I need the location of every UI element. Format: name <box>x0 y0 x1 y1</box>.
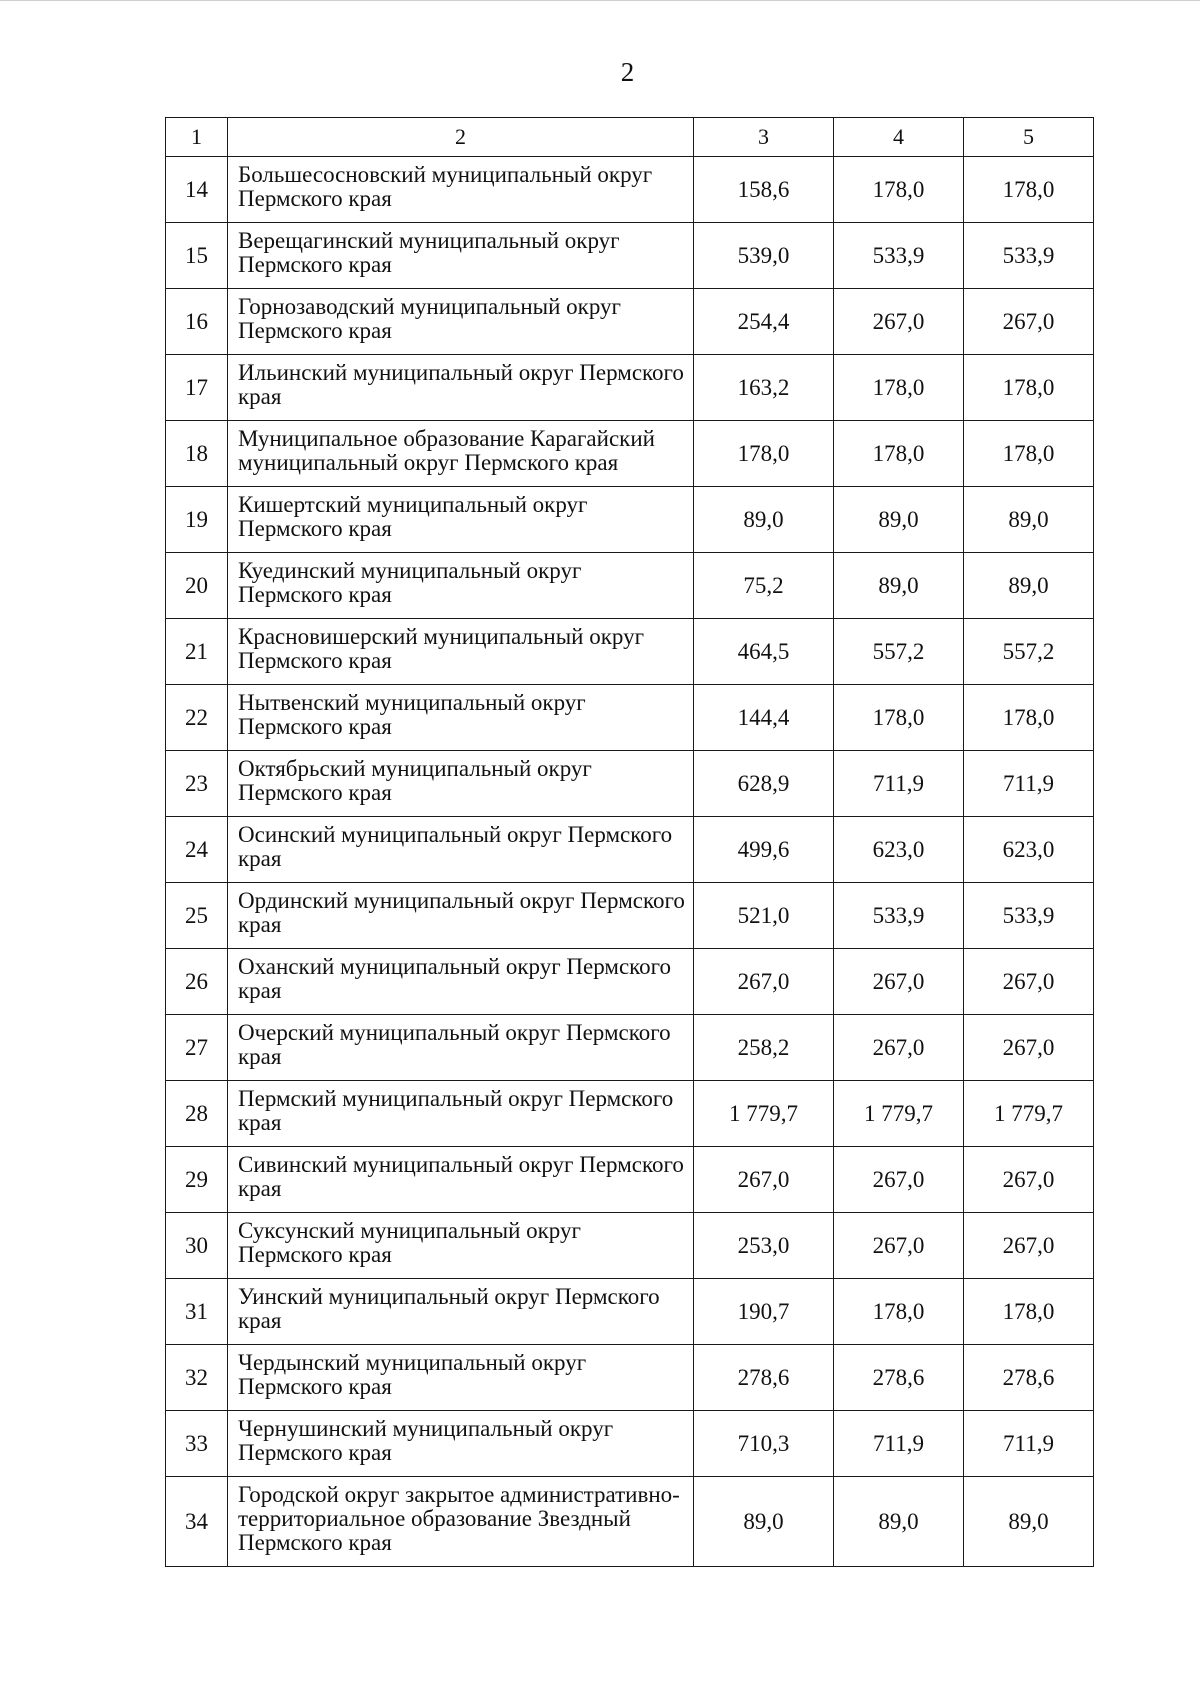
column-3-value-cell: 144,4 <box>694 685 834 751</box>
row-number-cell: 34 <box>166 1477 228 1567</box>
table-row <box>166 883 1094 949</box>
row-number-cell: 19 <box>166 487 228 553</box>
column-4-value-cell: 557,2 <box>834 619 964 685</box>
column-5-value-cell: 1 779,7 <box>964 1081 1094 1147</box>
table-row <box>166 1345 1094 1411</box>
column-4-value-cell: 267,0 <box>834 1015 964 1081</box>
scan-top-edge <box>0 0 1200 1</box>
row-number-cell: 18 <box>166 421 228 487</box>
table-row <box>166 751 1094 817</box>
column-3-value-cell: 267,0 <box>694 1147 834 1213</box>
column-3-value-cell: 278,6 <box>694 1345 834 1411</box>
row-number-cell: 17 <box>166 355 228 421</box>
header-cell-2: 2 <box>228 118 694 157</box>
column-3-value-cell: 499,6 <box>694 817 834 883</box>
column-5-value-cell: 267,0 <box>964 1147 1094 1213</box>
column-4-value-cell: 267,0 <box>834 289 964 355</box>
table-header-row <box>166 118 1094 157</box>
column-5-value-cell: 178,0 <box>964 685 1094 751</box>
column-3-value-cell: 258,2 <box>694 1015 834 1081</box>
column-5-value-cell: 267,0 <box>964 1213 1094 1279</box>
row-number-cell: 30 <box>166 1213 228 1279</box>
table-body <box>166 118 1094 1567</box>
municipality-name-cell: Сивинский муниципальный округ Пермского края <box>228 1147 694 1213</box>
table-row <box>166 487 1094 553</box>
table-row <box>166 1477 1094 1567</box>
column-3-value-cell: 464,5 <box>694 619 834 685</box>
column-5-value-cell: 267,0 <box>964 289 1094 355</box>
column-3-value-cell: 253,0 <box>694 1213 834 1279</box>
column-3-value-cell: 628,9 <box>694 751 834 817</box>
row-number-cell: 29 <box>166 1147 228 1213</box>
row-number-cell: 31 <box>166 1279 228 1345</box>
municipality-name-cell: Чернушинский муниципальный округ Пермского края <box>228 1411 694 1477</box>
municipality-name-cell: Городской округ закрытое административно-территориальное образование Звездный Пермского края <box>228 1477 694 1567</box>
municipality-name-cell: Оханский муниципальный округ Пермского края <box>228 949 694 1015</box>
municipality-name-cell: Суксунский муниципальный округ Пермского края <box>228 1213 694 1279</box>
row-number-cell: 33 <box>166 1411 228 1477</box>
column-3-value-cell: 89,0 <box>694 1477 834 1567</box>
column-3-value-cell: 158,6 <box>694 157 834 223</box>
municipality-name-cell: Осинский муниципальный округ Пермского края <box>228 817 694 883</box>
row-number-cell: 28 <box>166 1081 228 1147</box>
row-number-cell: 24 <box>166 817 228 883</box>
table-row <box>166 553 1094 619</box>
table-row <box>166 289 1094 355</box>
column-4-value-cell: 1 779,7 <box>834 1081 964 1147</box>
table-row <box>166 421 1094 487</box>
column-4-value-cell: 533,9 <box>834 883 964 949</box>
municipality-name-cell: Нытвенский муниципальный округ Пермского края <box>228 685 694 751</box>
header-cell-3: 3 <box>694 118 834 157</box>
municipality-name-cell: Муниципальное образование Карагайский муниципальный округ Пермского края <box>228 421 694 487</box>
municipality-name-cell: Ординский муниципальный округ Пермского края <box>228 883 694 949</box>
municipality-name-cell: Красновишерский муниципальный округ Пермского края <box>228 619 694 685</box>
column-5-value-cell: 278,6 <box>964 1345 1094 1411</box>
column-4-value-cell: 178,0 <box>834 157 964 223</box>
column-3-value-cell: 267,0 <box>694 949 834 1015</box>
row-number-cell: 14 <box>166 157 228 223</box>
table-row <box>166 619 1094 685</box>
table-row <box>166 1015 1094 1081</box>
column-5-value-cell: 178,0 <box>964 157 1094 223</box>
column-5-value-cell: 89,0 <box>964 553 1094 619</box>
row-number-cell: 21 <box>166 619 228 685</box>
table-row <box>166 949 1094 1015</box>
row-number-cell: 16 <box>166 289 228 355</box>
column-3-value-cell: 710,3 <box>694 1411 834 1477</box>
row-number-cell: 20 <box>166 553 228 619</box>
column-5-value-cell: 533,9 <box>964 223 1094 289</box>
column-4-value-cell: 278,6 <box>834 1345 964 1411</box>
column-5-value-cell: 89,0 <box>964 487 1094 553</box>
column-4-value-cell: 89,0 <box>834 1477 964 1567</box>
column-4-value-cell: 711,9 <box>834 1411 964 1477</box>
municipality-name-cell: Куединский муниципальный округ Пермского края <box>228 553 694 619</box>
municipality-name-cell: Уинский муниципальный округ Пермского края <box>228 1279 694 1345</box>
table-row <box>166 1147 1094 1213</box>
header-cell-5: 5 <box>964 118 1094 157</box>
municipality-name-cell: Верещагинский муниципальный округ Пермского края <box>228 223 694 289</box>
table-row <box>166 223 1094 289</box>
table-row <box>166 817 1094 883</box>
row-number-cell: 32 <box>166 1345 228 1411</box>
column-5-value-cell: 711,9 <box>964 1411 1094 1477</box>
column-5-value-cell: 178,0 <box>964 1279 1094 1345</box>
column-4-value-cell: 267,0 <box>834 1147 964 1213</box>
header-cell-4: 4 <box>834 118 964 157</box>
column-3-value-cell: 178,0 <box>694 421 834 487</box>
column-3-value-cell: 75,2 <box>694 553 834 619</box>
column-3-value-cell: 163,2 <box>694 355 834 421</box>
column-4-value-cell: 267,0 <box>834 1213 964 1279</box>
table-row <box>166 157 1094 223</box>
column-5-value-cell: 623,0 <box>964 817 1094 883</box>
column-3-value-cell: 190,7 <box>694 1279 834 1345</box>
municipality-name-cell: Ильинский муниципальный округ Пермского края <box>228 355 694 421</box>
table-row <box>166 355 1094 421</box>
row-number-cell: 27 <box>166 1015 228 1081</box>
page-number: 2 <box>620 57 635 87</box>
row-number-cell: 23 <box>166 751 228 817</box>
column-3-value-cell: 539,0 <box>694 223 834 289</box>
column-4-value-cell: 533,9 <box>834 223 964 289</box>
column-4-value-cell: 267,0 <box>834 949 964 1015</box>
municipality-name-cell: Пермский муниципальный округ Пермского края <box>228 1081 694 1147</box>
column-4-value-cell: 178,0 <box>834 355 964 421</box>
column-5-value-cell: 178,0 <box>964 421 1094 487</box>
column-4-value-cell: 178,0 <box>834 685 964 751</box>
column-5-value-cell: 557,2 <box>964 619 1094 685</box>
row-number-cell: 25 <box>166 883 228 949</box>
allocation-table <box>165 117 1094 1567</box>
municipality-name-cell: Большесосновский муниципальный округ Пермского края <box>228 157 694 223</box>
municipality-name-cell: Чердынский муниципальный округ Пермского края <box>228 1345 694 1411</box>
municipality-name-cell: Горнозаводский муниципальный округ Пермского края <box>228 289 694 355</box>
column-4-value-cell: 178,0 <box>834 1279 964 1345</box>
municipality-name-cell: Кишертский муниципальный округ Пермского края <box>228 487 694 553</box>
table-row <box>166 1081 1094 1147</box>
column-5-value-cell: 267,0 <box>964 949 1094 1015</box>
municipality-name-cell: Октябрьский муниципальный округ Пермского края <box>228 751 694 817</box>
column-5-value-cell: 533,9 <box>964 883 1094 949</box>
column-5-value-cell: 267,0 <box>964 1015 1094 1081</box>
column-3-value-cell: 521,0 <box>694 883 834 949</box>
header-cell-1: 1 <box>166 118 228 157</box>
column-4-value-cell: 178,0 <box>834 421 964 487</box>
table-row <box>166 685 1094 751</box>
column-5-value-cell: 711,9 <box>964 751 1094 817</box>
column-5-value-cell: 89,0 <box>964 1477 1094 1567</box>
municipality-name-cell: Очерский муниципальный округ Пермского края <box>228 1015 694 1081</box>
column-4-value-cell: 711,9 <box>834 751 964 817</box>
table-row <box>166 1213 1094 1279</box>
table-row <box>166 1411 1094 1477</box>
column-4-value-cell: 89,0 <box>834 487 964 553</box>
column-4-value-cell: 89,0 <box>834 553 964 619</box>
row-number-cell: 26 <box>166 949 228 1015</box>
column-5-value-cell: 178,0 <box>964 355 1094 421</box>
column-4-value-cell: 623,0 <box>834 817 964 883</box>
table-row <box>166 1279 1094 1345</box>
column-3-value-cell: 1 779,7 <box>694 1081 834 1147</box>
column-3-value-cell: 89,0 <box>694 487 834 553</box>
column-3-value-cell: 254,4 <box>694 289 834 355</box>
row-number-cell: 15 <box>166 223 228 289</box>
row-number-cell: 22 <box>166 685 228 751</box>
